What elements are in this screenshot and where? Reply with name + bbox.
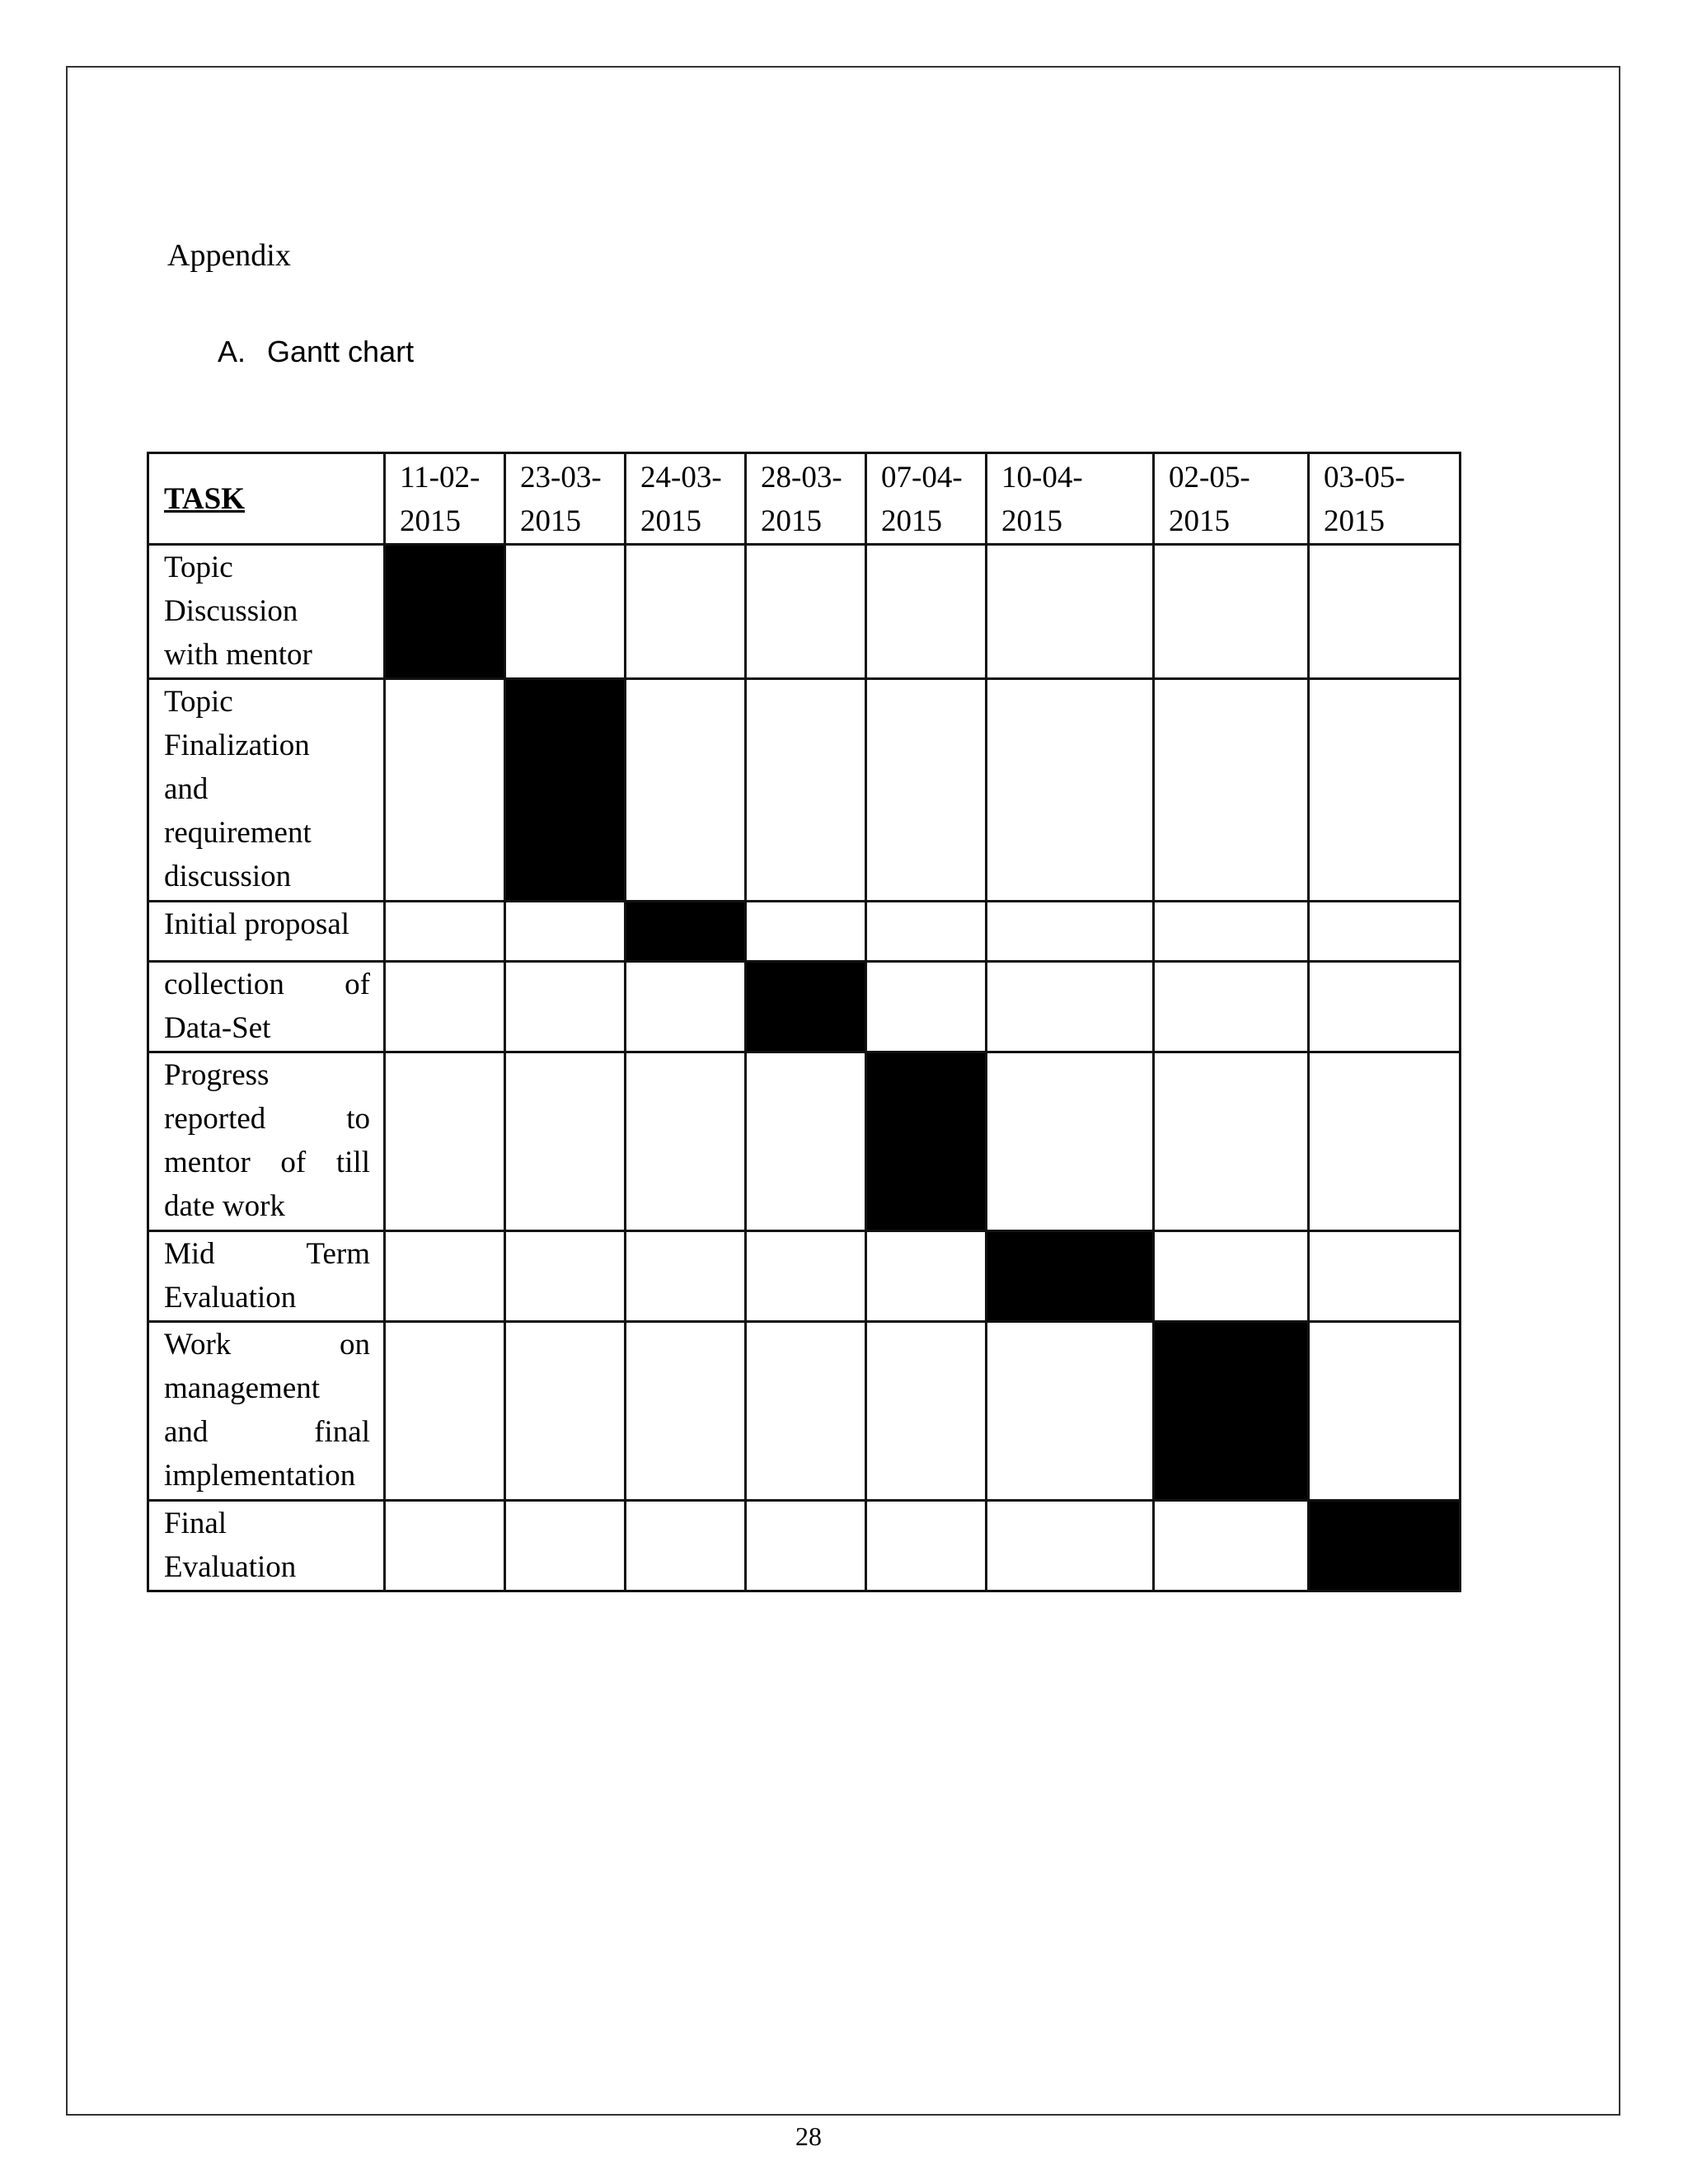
gantt-empty-cell [1154,1501,1309,1591]
task-name-line: reported to [164,1102,370,1136]
task-name-line: implementation [164,1459,356,1493]
gantt-empty-cell [866,679,987,902]
gantt-empty-cell [626,545,746,679]
task-name-line: Initial proposal [164,907,350,941]
gantt-empty-cell [1309,902,1461,962]
gantt-empty-cell [385,1501,505,1591]
gantt-empty-cell [987,1052,1154,1231]
gantt-empty-cell [626,1501,746,1591]
task-name-line: Mid Term [164,1237,370,1271]
task-name-cell [148,1052,385,1231]
gantt-empty-cell [385,1052,505,1231]
task-name-line: requirement [164,816,312,850]
gantt-empty-cell [505,1322,626,1501]
header-date [987,453,1154,545]
gantt-empty-cell [385,902,505,962]
gantt-bar [1154,1322,1309,1501]
gantt-empty-cell [1309,1231,1461,1322]
task-name-line: management [164,1371,321,1405]
gantt-empty-cell [866,545,987,679]
gantt-empty-cell [626,962,746,1052]
header-date [866,453,987,545]
gantt-empty-cell [1309,545,1461,679]
header-date [626,453,746,545]
gantt-empty-cell [1154,1231,1309,1322]
task-name-line: Data-Set [164,1011,271,1045]
gantt-empty-cell [1309,1052,1461,1231]
gantt-empty-cell [505,1052,626,1231]
gantt-task-row [148,1501,1461,1591]
task-name-line: and final [164,1415,370,1449]
header-date-line-1: 02-05- [1169,461,1250,494]
task-name-line: Evaluation [164,1281,297,1315]
task-name-line: collection of [164,968,370,1001]
gantt-task-row [148,902,1461,962]
header-date-line-1: 10-04- [1001,461,1083,494]
task-name-cell [148,1322,385,1501]
subsection-marker: A. [218,335,246,368]
task-name-line: Discussion [164,594,298,628]
header-date-line-2: 2015 [520,504,581,538]
gantt-empty-cell [987,679,1154,902]
gantt-empty-cell [746,679,866,902]
gantt-empty-cell [746,545,866,679]
gantt-empty-cell [866,902,987,962]
task-name-line: Evaluation [164,1550,297,1584]
gantt-empty-cell [987,962,1154,1052]
subsection-title [218,335,414,369]
gantt-bar [626,902,746,962]
header-date-line-1: 24-03- [640,461,722,494]
gantt-empty-cell [866,1322,987,1501]
task-name-line: Topic [164,685,233,719]
header-date [385,453,505,545]
gantt-empty-cell [385,1322,505,1501]
header-date-line-1: 28-03- [761,461,842,494]
task-name-line: Work on [164,1328,370,1361]
gantt-bar [505,679,626,902]
gantt-bar [746,962,866,1052]
task-name-cell [148,962,385,1052]
gantt-empty-cell [987,1322,1154,1501]
gantt-empty-cell [746,1501,866,1591]
gantt-empty-cell [987,1501,1154,1591]
gantt-task-row [148,1322,1461,1501]
header-date-line-1: 07-04- [881,461,963,494]
header-task: TASK [148,453,385,545]
gantt-empty-cell [1309,679,1461,902]
header-date-line-2: 2015 [1324,504,1385,538]
header-date-line-1: 03-05- [1324,461,1405,494]
gantt-empty-cell [385,1231,505,1322]
task-name-cell [148,902,385,962]
gantt-empty-cell [505,962,626,1052]
task-name-line: Topic [164,551,233,584]
gantt-empty-cell [1154,679,1309,902]
gantt-empty-cell [866,962,987,1052]
gantt-bar [385,545,505,679]
header-date-line-1: 11-02- [400,461,481,494]
gantt-empty-cell [866,1501,987,1591]
gantt-empty-cell [1154,962,1309,1052]
gantt-empty-cell [1309,962,1461,1052]
gantt-bar [987,1231,1154,1322]
task-name-cell [148,1501,385,1591]
section-title: Appendix [167,238,291,273]
gantt-empty-cell [505,1231,626,1322]
header-date [505,453,626,545]
task-name-line: Finalization [164,729,310,762]
gantt-task-row [148,1231,1461,1322]
gantt-bar [1309,1501,1461,1591]
task-name-cell [148,1231,385,1322]
gantt-empty-cell [746,1052,866,1231]
gantt-empty-cell [626,1322,746,1501]
gantt-bar [866,1052,987,1231]
gantt-empty-cell [746,1322,866,1501]
task-name-line: discussion [164,860,292,893]
header-date [746,453,866,545]
gantt-empty-cell [626,1052,746,1231]
gantt-empty-cell [1154,902,1309,962]
gantt-empty-cell [1309,1322,1461,1501]
gantt-empty-cell [1154,1052,1309,1231]
task-name-line: Progress [164,1058,270,1092]
header-date-line-2: 2015 [1169,504,1230,538]
gantt-body [148,545,1461,1591]
task-name-line: and [164,772,209,806]
gantt-empty-cell [746,902,866,962]
header-date-line-2: 2015 [1001,504,1062,538]
gantt-empty-cell [385,679,505,902]
gantt-empty-cell [385,962,505,1052]
gantt-empty-cell [505,545,626,679]
header-date [1309,453,1461,545]
gantt-task-row [148,962,1461,1052]
header-date-line-2: 2015 [881,504,942,538]
task-name-line: with mentor [164,638,312,672]
header-date-line-1: 23-03- [520,461,602,494]
subsection-title-text: Gantt chart [267,335,415,368]
header-date-line-2: 2015 [400,504,461,538]
gantt-task-row [148,1052,1461,1231]
task-name-cell [148,679,385,902]
header-date-line-2: 2015 [640,504,701,538]
gantt-empty-cell [1154,545,1309,679]
page-number: 28 [795,2121,822,2151]
gantt-task-row [148,679,1461,902]
task-name-line: Final [164,1507,227,1540]
gantt-empty-cell [987,902,1154,962]
gantt-empty-cell [626,679,746,902]
header-date [1154,453,1309,545]
gantt-empty-cell [987,545,1154,679]
gantt-empty-cell [505,1501,626,1591]
gantt-empty-cell [746,1231,866,1322]
gantt-empty-cell [505,902,626,962]
task-name-line: date work [164,1189,285,1223]
gantt-empty-cell [866,1231,987,1322]
task-name-cell [148,545,385,679]
header-date-line-2: 2015 [761,504,822,538]
gantt-task-row [148,545,1461,679]
gantt-header-row [148,453,1461,545]
gantt-empty-cell [626,1231,746,1322]
task-name-line: mentor of till [164,1146,370,1179]
gantt-chart-table [147,452,1461,1592]
